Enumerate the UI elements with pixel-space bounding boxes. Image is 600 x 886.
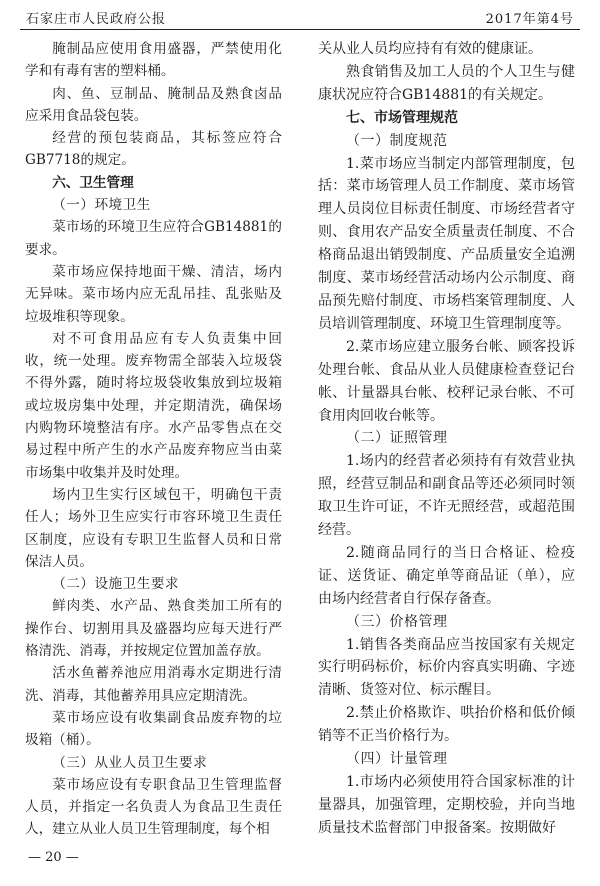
paragraph: 2.随商品同行的当日合格证、检疫证、送货证、确定单等商品证（单），应由场内经营者自行保存备查。 xyxy=(318,544,575,607)
paragraph: 活水鱼蓄养池应用消毒水定期进行清洗、消毒，其他蓄养用具应定期清洗。 xyxy=(25,665,282,704)
subsection-heading: （三）从业人员卫生要求 xyxy=(52,754,208,771)
paragraph: 腌制品应使用食用盛器，严禁使用化学和有毒有害的塑料桶。 xyxy=(25,41,282,80)
issue-number: 2017年第4号 xyxy=(485,12,574,27)
paragraph: 对不可食用品应有专人负责集中回收，统一处理。废弃物需全部装入垃圾袋不得外露，随时将垃圾袋收集放到垃圾箱或垃圾房集中处理，并定期清洗，确保场内购物环境整洁有序。水产品零售点在交易过程中所产生的水产品废弃物应当由菜市场集中收集并及时处理。 xyxy=(25,330,282,481)
left-text-column xyxy=(25,38,282,841)
section-heading: 六、卫生管理 xyxy=(52,174,134,191)
paragraph: 2.禁止价格欺诈、哄抬价格和低价倾销等不正当价格行为。 xyxy=(318,705,575,745)
paragraph: 经营的预包装商品，其标签应符合GB7718的规定。 xyxy=(25,130,282,169)
publication-title: 石家庄市人民政府公报 xyxy=(26,12,167,27)
paragraph: 1.销售各类商品应当按国家有关规定实行明码标价，标价内容真实明确、字迹清晰、货签对位、标示醒目。 xyxy=(318,636,575,699)
page-number: — 20 — xyxy=(28,850,79,865)
paragraph: 1.市场内必须使用符合国家标准的计量器具，加强管理，定期校验，并向当地质量技术监督部门申报备案。按期做好 xyxy=(318,774,575,836)
paragraph: 肉、鱼、豆制品、腌制品及熟食卤品应采用食品袋包装。 xyxy=(25,85,282,124)
subsection-heading: （二）证照管理 xyxy=(346,430,448,447)
right-text-column xyxy=(318,38,575,840)
paragraph: 菜市场的环境卫生应符合GB14881的要求。 xyxy=(25,219,282,258)
paragraph: 菜市场应设有专职食品卫生管理监督人员，并指定一名负责人为食品卫生责任人，建立从业人员卫生管理制度，每个相 xyxy=(25,776,282,838)
paragraph: 2.菜市场应建立服务台帐、顾客投诉处理台帐、食品从业人员健康检查登记台帐、计量器具台帐、校秤记录台帐、不可食用肉回收台帐等。 xyxy=(318,338,575,424)
subsection-heading: （四）计量管理 xyxy=(346,751,448,768)
paragraph: 菜市场应设有收集副食品废弃物的垃圾箱（桶）。 xyxy=(25,709,282,749)
subsection-heading: （一）制度规范 xyxy=(346,132,448,149)
paragraph: 场内卫生实行区域包干，明确包干责任人；场外卫生应实行市容环境卫生责任区制度，应设有专职卫生监督人员和日常保洁人员。 xyxy=(25,486,282,570)
paragraph: 熟食销售及加工人员的个人卫生与健康状况应符合GB14881的有关规定。 xyxy=(318,63,575,103)
paragraph: 1.菜市场应当制定内部管理制度，包括：菜市场管理人员工作制度、菜市场管理人员岗位目标责任制度、市场经营者守则、食用农产品安全质量责任制度、不合格商品退出销毁制度、产品质量安全追溯制度、菜市场经营活动场内公示制度、商品预先赔付制度、市场档案管理制度、人员培训管理制度、环境卫生管理制度等。 xyxy=(318,155,575,332)
subsection-heading: （三）价格管理 xyxy=(346,613,448,630)
paragraph: 鲜肉类、水产品、熟食类加工所有的操作台、切割用具及盛器均应每天进行严格清洗、消毒，并按规定位置加盖存放。 xyxy=(25,598,282,660)
paragraph-continued: 关从业人员均应持有有效的健康证。 xyxy=(318,41,542,57)
subsection-heading: （一）环境卫生 xyxy=(52,197,151,214)
page-header xyxy=(0,0,600,30)
subsection-heading: （二）设施卫生要求 xyxy=(52,576,180,593)
paragraph: 1.场内的经营者必须持有有效营业执照，经营豆制品和副食品等还必须同时领取卫生许可证，不许无照经营，或超范围经营。 xyxy=(318,453,575,539)
paragraph: 菜市场应保持地面干燥、清洁，场内无异味。菜市场内应无乱吊挂、乱张贴及垃圾堆积等现象。 xyxy=(25,263,282,325)
section-heading: 七、市场管理规范 xyxy=(346,109,458,126)
header-divider xyxy=(20,29,580,30)
